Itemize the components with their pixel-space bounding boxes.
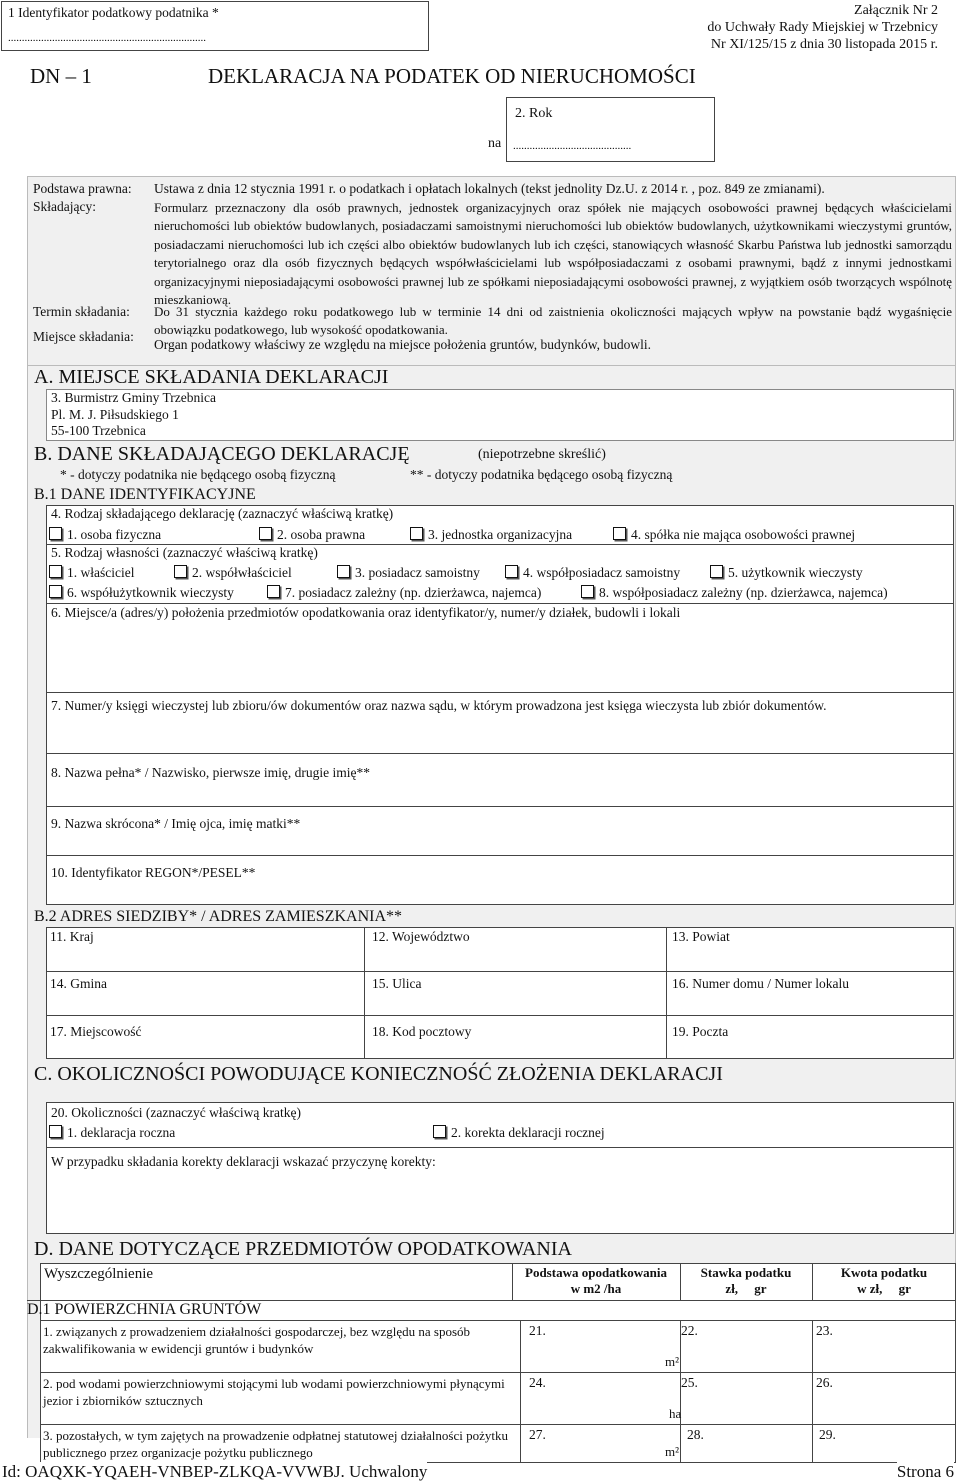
checkbox-icon[interactable] [613,527,626,540]
land-row-base-field[interactable] [521,1424,680,1463]
ownership-option-8[interactable]: 8. współposiadacz zależny (np. dzierżawca, najemca) [581,585,888,601]
field-number: 24. [529,1375,546,1390]
checkbox-icon[interactable] [410,527,423,540]
country-label: 11. Kraj [50,929,94,944]
field-10-box[interactable] [46,855,954,905]
land-row-business [40,1320,956,1372]
field-number: 29. [819,1427,836,1442]
place-label: Miejsce składania: [33,329,134,344]
owner-type-option-1[interactable]: 1. osoba fizyczna [49,527,161,543]
document-id: Id: OAQXK-YQAEH-VNBEP-ZLKQA-VVWBJ. Uchwalony [2,1462,428,1481]
year-label: 2. Rok [515,106,553,121]
land-row-rate-field[interactable] [681,1372,812,1424]
annex-note [707,2,938,53]
land-row-amount-field[interactable] [813,1320,956,1372]
owner-type-option-2[interactable]: 2. osoba prawna [259,527,365,543]
unit-label: m² [665,1444,680,1459]
section-a-title: A. MIEJSCE SKŁADANIA DEKLARACJI [34,366,389,388]
land-row-amount-field[interactable] [813,1424,956,1463]
city-label: 17. Miejscowość [50,1024,142,1039]
correction-reason-label: W przypadku składania korekty deklaracji wskazać przyczynę korekty: [51,1154,436,1169]
deadline-label: Termin składania: [33,304,130,319]
land-row-description: 2. pod wodami powierzchniowymi stojącymi lub wodami powierzchniowymi płynącymi jezior i zbiorników sztucznych [43,1376,505,1408]
field-number: 25. [681,1375,698,1390]
submitter-text: Formularz przeznaczony dla osób prawnych, jednostek organizacyjnych oraz spółek nie mających osobowości prawnej będących właścicielami nieruchomości lub obiektów budowlanych, posiadaczami samoistnymi nieruchomości lub obiektów budowlanych, użytkownikami wieczystymi gruntów, posiadaczami nieruchomości lub ich części albo obiektów budowlanych lub ich części, stanowiących własność Skarbu Państwa lub jednostki samorządu terytorialnego oraz dla osób fizycznych będących współwłaścicielami lub współposiadaczami z osobami prawnymi, bądź z innymi jednostkami organizacyjnymi nieposiadającymi osobowości prawnej lub ze spółkami nieposiadającymi osobowości prawnej, z wyjątkiem osób tworzących wspólnotę mieszkaniową. [154,201,952,308]
land-row-rate-field[interactable] [681,1424,812,1463]
field-4-label: 4. Rodzaj składającego deklarację (zaznaczyć właściwą kratkę) [51,506,394,521]
note-natural-person: ** - dotyczy podatnika będącego osobą fizyczną [410,467,673,482]
field-20-label: 20. Okoliczności (zaznaczyć właściwą kratkę) [51,1105,302,1120]
annex-line-3: Nr XI/125/15 z dnia 30 listopada 2015 r. [710,37,938,52]
field-number: 28. [687,1427,704,1442]
taxpayer-id-box[interactable] [1,1,429,51]
col-base-header: Podstawa opodatkowania w m2 /ha [525,1265,667,1296]
checkbox-icon[interactable] [433,1125,446,1138]
field-number: 26. [816,1375,833,1390]
col-description-header: Wyszczególnienie [44,1266,154,1282]
annex-line-2: do Uchwały Rady Miejskiej w Trzebnicy [707,20,938,35]
address-postal-code-field[interactable] [365,1016,665,1058]
street-label: 15. Ulica [372,976,422,991]
field-5-label: 5. Rodzaj własności (zaznaczyć właściwą kratkę) [51,545,318,560]
checkbox-icon[interactable] [49,1125,62,1138]
checkbox-icon[interactable] [49,527,62,540]
field-7-label: 7. Numer/y księgi wieczystej lub zbioru/ów dokumentów oraz nazwa sądu, w którym prowadzona jest księga wieczysta lub zbiór dokumentów. [51,698,827,713]
voivodeship-label: 12. Województwo [372,929,470,944]
correction-reason-field[interactable] [47,1173,953,1233]
b1-title: B.1 DANE IDENTYFIKACYJNE [34,486,256,503]
taxpayer-id-dots: ........................................................................ [8,32,206,44]
page-number: Strona 6 [896,1462,954,1481]
house-number-label: 16. Numer domu / Numer lokalu [672,976,849,991]
form-title: DEKLARACJA NA PODATEK OD NIERUCHOMOŚCI [208,64,696,88]
land-row-water [40,1372,956,1424]
declaration-correction-option[interactable]: 2. korekta deklaracji rocznej [433,1125,605,1141]
ownership-option-1[interactable]: 1. właściciel [49,565,134,581]
unit-label: ha [669,1406,682,1421]
place-text: Organ podatkowy właściwy ze względu na miejsce położenia gruntów, budynków, budowli. [154,337,652,352]
checkbox-icon[interactable] [581,585,594,598]
checkbox-icon[interactable] [267,585,280,598]
address-city-field[interactable] [47,1016,363,1058]
address-house-number-field[interactable] [667,972,953,1014]
col-rate-header: Stawka podatku zł, gr [700,1265,792,1296]
address-commune-field[interactable] [47,972,363,1014]
basis-text: Ustawa z dnia 12 stycznia 1991 r. o podatkach i opłatach lokalnych (tekst jednolity Dz.U. z 2014 r. , poz. 849 ze zmianami). [154,181,825,196]
ownership-option-7[interactable]: 7. posiadacz zależny (np. dzierżawca, najemca) [267,585,541,601]
owner-type-option-3[interactable]: 3. jednostka organizacyjna [410,527,572,543]
field-6-box[interactable] [46,603,954,693]
land-row-base-field[interactable] [521,1320,680,1372]
year-prefix: na [488,136,502,151]
ownership-option-6[interactable]: 6. współużytkownik wieczysty [49,585,234,601]
section-c-title: C. OKOLICZNOŚCI POWODUJĄCE KONIECZNOŚĆ ZŁOŻENIA DEKLARACJI [34,1063,723,1085]
col-amount-header: Kwota podatku w zł, gr [840,1265,928,1296]
tax-office-line-3: 55-100 Trzebnica [51,423,146,438]
address-county-field[interactable] [667,928,953,970]
commune-label: 14. Gmina [50,976,107,991]
land-row-description: 1. związanych z prowadzeniem działalności gospodarczej, bez względu na sposób zakwalifikowania w ewidencji gruntów i budynków [43,1324,471,1356]
checkbox-icon[interactable] [49,565,62,578]
field-number: 27. [529,1427,546,1442]
post-office-label: 19. Poczta [672,1024,729,1039]
address-country-field[interactable] [47,928,363,970]
d1-title: D.1 POWIERZCHNIA GRUNTÓW [27,1301,262,1318]
ownership-option-3[interactable]: 3. posiadacz samoistny [337,565,480,581]
checkbox-icon[interactable] [49,585,62,598]
note-legal-person: * - dotyczy podatnika nie będącego osobą fizyczną [60,467,336,482]
checkbox-icon[interactable] [259,527,272,540]
field-9-label: 9. Nazwa skrócona* / Imię ojca, imię matki** [51,816,301,831]
checkbox-icon[interactable] [505,565,518,578]
land-row-other [40,1424,956,1463]
field-number: 23. [816,1323,833,1338]
address-post-office-field[interactable] [667,1016,953,1058]
land-row-description: 3. pozostałych, w tym zajętych na prowadzenie odpłatnej statutowej działalności pożytku publicznego przez organizacje pożytku publicznego [43,1428,508,1460]
basis-label: Podstawa prawna: [33,181,132,196]
ownership-option-4[interactable]: 4. współposiadacz samoistny [505,565,680,581]
deadline-text: Do 31 stycznia każdego roku podatkowego lub w terminie 14 dni od zaistnienia okoliczności mających wpływ na powstanie bądź wygaśnięcie obowiązku podatkowego, lub wysokość opodatkowania. [154,304,952,337]
field-8-box[interactable] [46,753,954,807]
form-code: DN – 1 [30,64,92,88]
field-9-box[interactable] [46,806,954,856]
county-label: 13. Powiat [672,929,730,944]
tax-office-line-1: 3. Burmistrz Gminy Trzebnica [51,390,216,405]
checkbox-icon[interactable] [174,565,187,578]
checkbox-icon[interactable] [710,565,723,578]
field-7-box[interactable] [46,692,954,754]
field-6-label: 6. Miejsce/a (adres/y) położenia przedmiotów opodatkowania oraz identyfikator/y, numer/y działek, budowli i lokali [51,605,681,620]
address-street-field[interactable] [365,972,665,1014]
ownership-option-2[interactable]: 2. współwłaściciel [174,565,292,581]
postal-code-label: 18. Kod pocztowy [372,1024,472,1039]
ownership-option-5[interactable]: 5. użytkownik wieczysty [710,565,863,581]
unit-label: m² [665,1354,680,1369]
section-b-note: (niepotrzebne skreślić) [478,447,606,462]
b2-title: B.2 ADRES SIEDZIBY* / ADRES ZAMIESZKANIA** [34,908,403,925]
section-d-title: D. DANE DOTYCZĄCE PRZEDMIOTÓW OPODATKOWANIA [34,1238,572,1260]
land-row-amount-field[interactable] [813,1372,956,1424]
owner-type-option-4[interactable]: 4. spółka nie mająca osobowości prawnej [613,527,855,543]
declaration-annual-option[interactable]: 1. deklaracja roczna [49,1125,175,1141]
land-row-rate-field[interactable] [681,1320,812,1372]
field-20-box [46,1102,954,1234]
checkbox-icon[interactable] [337,565,350,578]
field-number: 21. [529,1323,546,1338]
section-b-title: B. DANE SKŁADAJĄCEGO DEKLARACJĘ [34,443,410,465]
field-10-label: 10. Identyfikator REGON*/PESEL** [51,865,256,880]
submitter-label: Składający: [33,199,96,214]
land-row-base-field[interactable] [521,1372,680,1424]
year-dots: ........................................... [513,140,632,152]
field-5-box [46,544,954,604]
field-4-box [46,505,954,545]
address-voivodeship-field[interactable] [365,928,665,970]
tax-office-box [46,389,954,441]
annex-line-1: Załącznik Nr 2 [854,3,938,18]
year-field[interactable] [506,97,715,162]
field-number: 22. [681,1323,698,1338]
field-8-label: 8. Nazwa pełna* / Nazwisko, pierwsze imię, drugie imię** [51,765,371,780]
tax-office-line-2: Pl. M. J. Piłsudskiego 1 [51,407,179,422]
taxpayer-id-label: 1 Identyfikator podatkowy podatnika * [8,5,219,20]
